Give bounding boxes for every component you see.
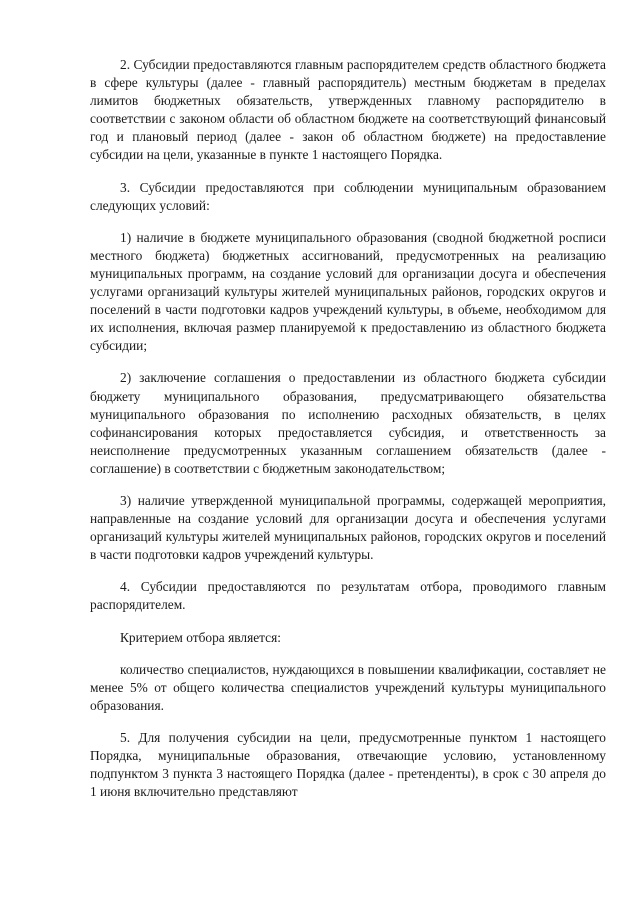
paragraph-2-subsidy-provision: 2. Субсидии предоставляются главным распорядителем средств областного бюджета в сфере культуры (далее - главный распорядитель) местным бюджетам в пределах лимитов бюджетных обязательств, утвержденных главному распорядителю в соответствии с законом области об областном бюджете на соответствующий финансовый год и плановый период (далее - закон об областном бюджете) на предоставление субсидии на цели, указанные в пункте 1 настоящего Порядка. bbox=[90, 57, 606, 163]
document-page bbox=[90, 56, 606, 801]
selection-criterion-heading: Критерием отбора является: bbox=[120, 629, 282, 645]
condition-3-municipal-program: 3) наличие утвержденной муниципальной программы, содержащей мероприятия, направленные на создание условий для организации досуга и обеспечения услугами организаций культуры жителей муниципальных районов, городских округов и поселений в части подготовки кадров учреждений культуры. bbox=[90, 492, 606, 563]
selection-criterion-text: количество специалистов, нуждающихся в повышении квалификации, составляет не менее 5% от общего количества специалистов учреждений культуры муниципального образования. bbox=[90, 661, 606, 713]
paragraph-4-selection: 4. Субсидии предоставляются по результатам отбора, проводимого главным распорядителем. bbox=[90, 579, 606, 613]
condition-2-agreement: 2) заключение соглашения о предоставлении из областного бюджета субсидии бюджету муниципального образования, предусматривающего обязательства муниципального образования по исполнению расходных обязательств, в целях софинансирования которых предоставляется субсидия, и ответственность за неисполнение предусмотренных указанным соглашением обязательств (далее - соглашение) в соответствии с бюджетным законодательством; bbox=[90, 370, 606, 476]
paragraph-5-application: 5. Для получения субсидии на цели, предусмотренные пунктом 1 настоящего Порядка, муниципальные образования, отвечающие условию, установленному подпунктом 3 пункта 3 настоящего Порядка (далее - претенденты), в срок с 30 апреля до 1 июня включительно представляют bbox=[90, 729, 606, 800]
paragraph-3-conditions: 3. Субсидии предоставляются при соблюдении муниципальным образованием следующих условий: bbox=[90, 179, 606, 213]
condition-1-budget-allocations: 1) наличие в бюджете муниципального образования (сводной бюджетной росписи местного бюджета) бюджетных ассигнований, предусмотренных на реализацию муниципальных программ, на создание условий для организации досуга и обеспечения услугами организаций культуры жителей муниципальных районов, городских округов и поселений в части подготовки кадров учреждений культуры, в объеме, необходимом для их исполнения, включая размер планируемой к предоставлению из областного бюджета субсидии; bbox=[90, 229, 606, 354]
